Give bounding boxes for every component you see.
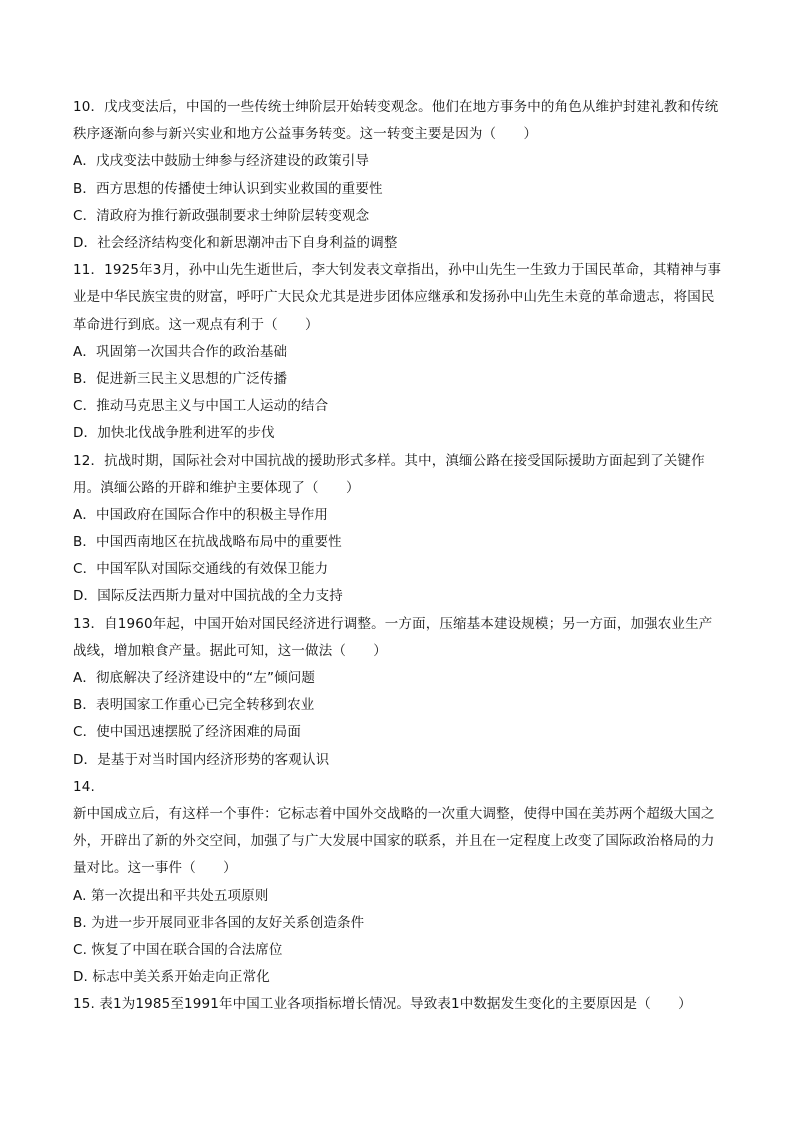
option-a: A．戊戌变法中鼓励士绅参与经济建设的政策引导 (73, 153, 370, 170)
option-c: C．清政府为推行新政强制要求士绅阶层转变观念 (73, 207, 370, 224)
question-stem: 12．抗战时期，国际社会对中国抗战的援助形式多样。其中，滇缅公路在接受国际援助方面起到了关键作用。滇缅公路的开辟和维护主要体现了（ ） (73, 452, 705, 496)
option-a: A．中国政府在国际合作中的积极主导作用 (73, 506, 329, 523)
option-d: D．是基于对当时国内经济形势的客观认识 (73, 751, 330, 768)
option-b: B. 为进一步开展同亚非各国的友好关系创造条件 (73, 914, 365, 931)
question-12 (73, 448, 723, 611)
question-10 (73, 94, 723, 257)
option-d: D．加快北伐战争胜利进军的步伐 (73, 425, 275, 442)
question-15 (73, 991, 723, 1018)
option-c: C．中国军队对国际交通线的有效保卫能力 (73, 561, 329, 578)
question-list (73, 94, 723, 1019)
question-stem: 11．1925年3月，孙中山先生逝世后，李大钊发表文章指出，孙中山先生一生致力于国民革命，其精神与事业是中华民族宝贵的财富，呼吁广大民众尤其是进步团体应继承和发扬孙中山先生未竟的革命遗志，将国民革命进行到底。这一观点有利于（ ） (73, 262, 722, 333)
option-d: D. 标志中美关系开始走向正常化 (73, 969, 270, 986)
option-d: D．社会经济结构变化和新思潮冲击下自身利益的调整 (73, 234, 398, 251)
question-number: 14. (73, 778, 95, 795)
option-d: D．国际反法西斯力量对中国抗战的全力支持 (73, 588, 343, 605)
option-b: B．促进新三民主义思想的广泛传播 (73, 370, 288, 387)
option-a: A. 第一次提出和平共处五项原则 (73, 887, 269, 904)
option-b: B．中国西南地区在抗战战略布局中的重要性 (73, 534, 342, 551)
question-stem: 13．自1960年起，中国开始对国民经济进行调整。一方面，压缩基本建设规模；另一方面，加强农业生产战线，增加粮食产量。据此可知，这一做法（ ） (73, 615, 713, 659)
option-b: B．表明国家工作重心已完全转移到农业 (73, 697, 315, 714)
option-a: A．巩固第一次国共合作的政治基础 (73, 343, 288, 360)
question-stem: 10．戊戌变法后，中国的一些传统士绅阶层开始转变观念。他们在地方事务中的角色从维护封建礼教和传统秩序逐渐向参与新兴实业和地方公益事务转变。这一转变主要是因为（ ） (73, 99, 719, 143)
option-c: C．使中国迅速摆脱了经济困难的局面 (73, 724, 301, 741)
option-c: C．推动马克思主义与中国工人运动的结合 (73, 398, 329, 415)
question-stem: 新中国成立后，有这样一个事件：它标志着中国外交战略的一次重大调整，使得中国在美苏两个超级大国之外，开辟出了新的外交空间，加强了与广大发展中国家的联系，并且在一定程度上改变了国际政治格局的力量对比。这一事件（ ） (73, 806, 715, 877)
option-c: C. 恢复了中国在联合国的合法席位 (73, 942, 283, 958)
question-stem: 15. 表1为1985至1991年中国工业各项指标增长情况。导致表1中数据发生变化的主要原因是（ ） (73, 996, 692, 1013)
option-b: B．西方思想的传播使士绅认识到实业救国的重要性 (73, 180, 383, 197)
question-14 (73, 774, 723, 992)
question-11 (73, 257, 723, 447)
question-13 (73, 611, 723, 774)
option-a: A．彻底解决了经济建设中的“左”倾问题 (73, 670, 316, 687)
